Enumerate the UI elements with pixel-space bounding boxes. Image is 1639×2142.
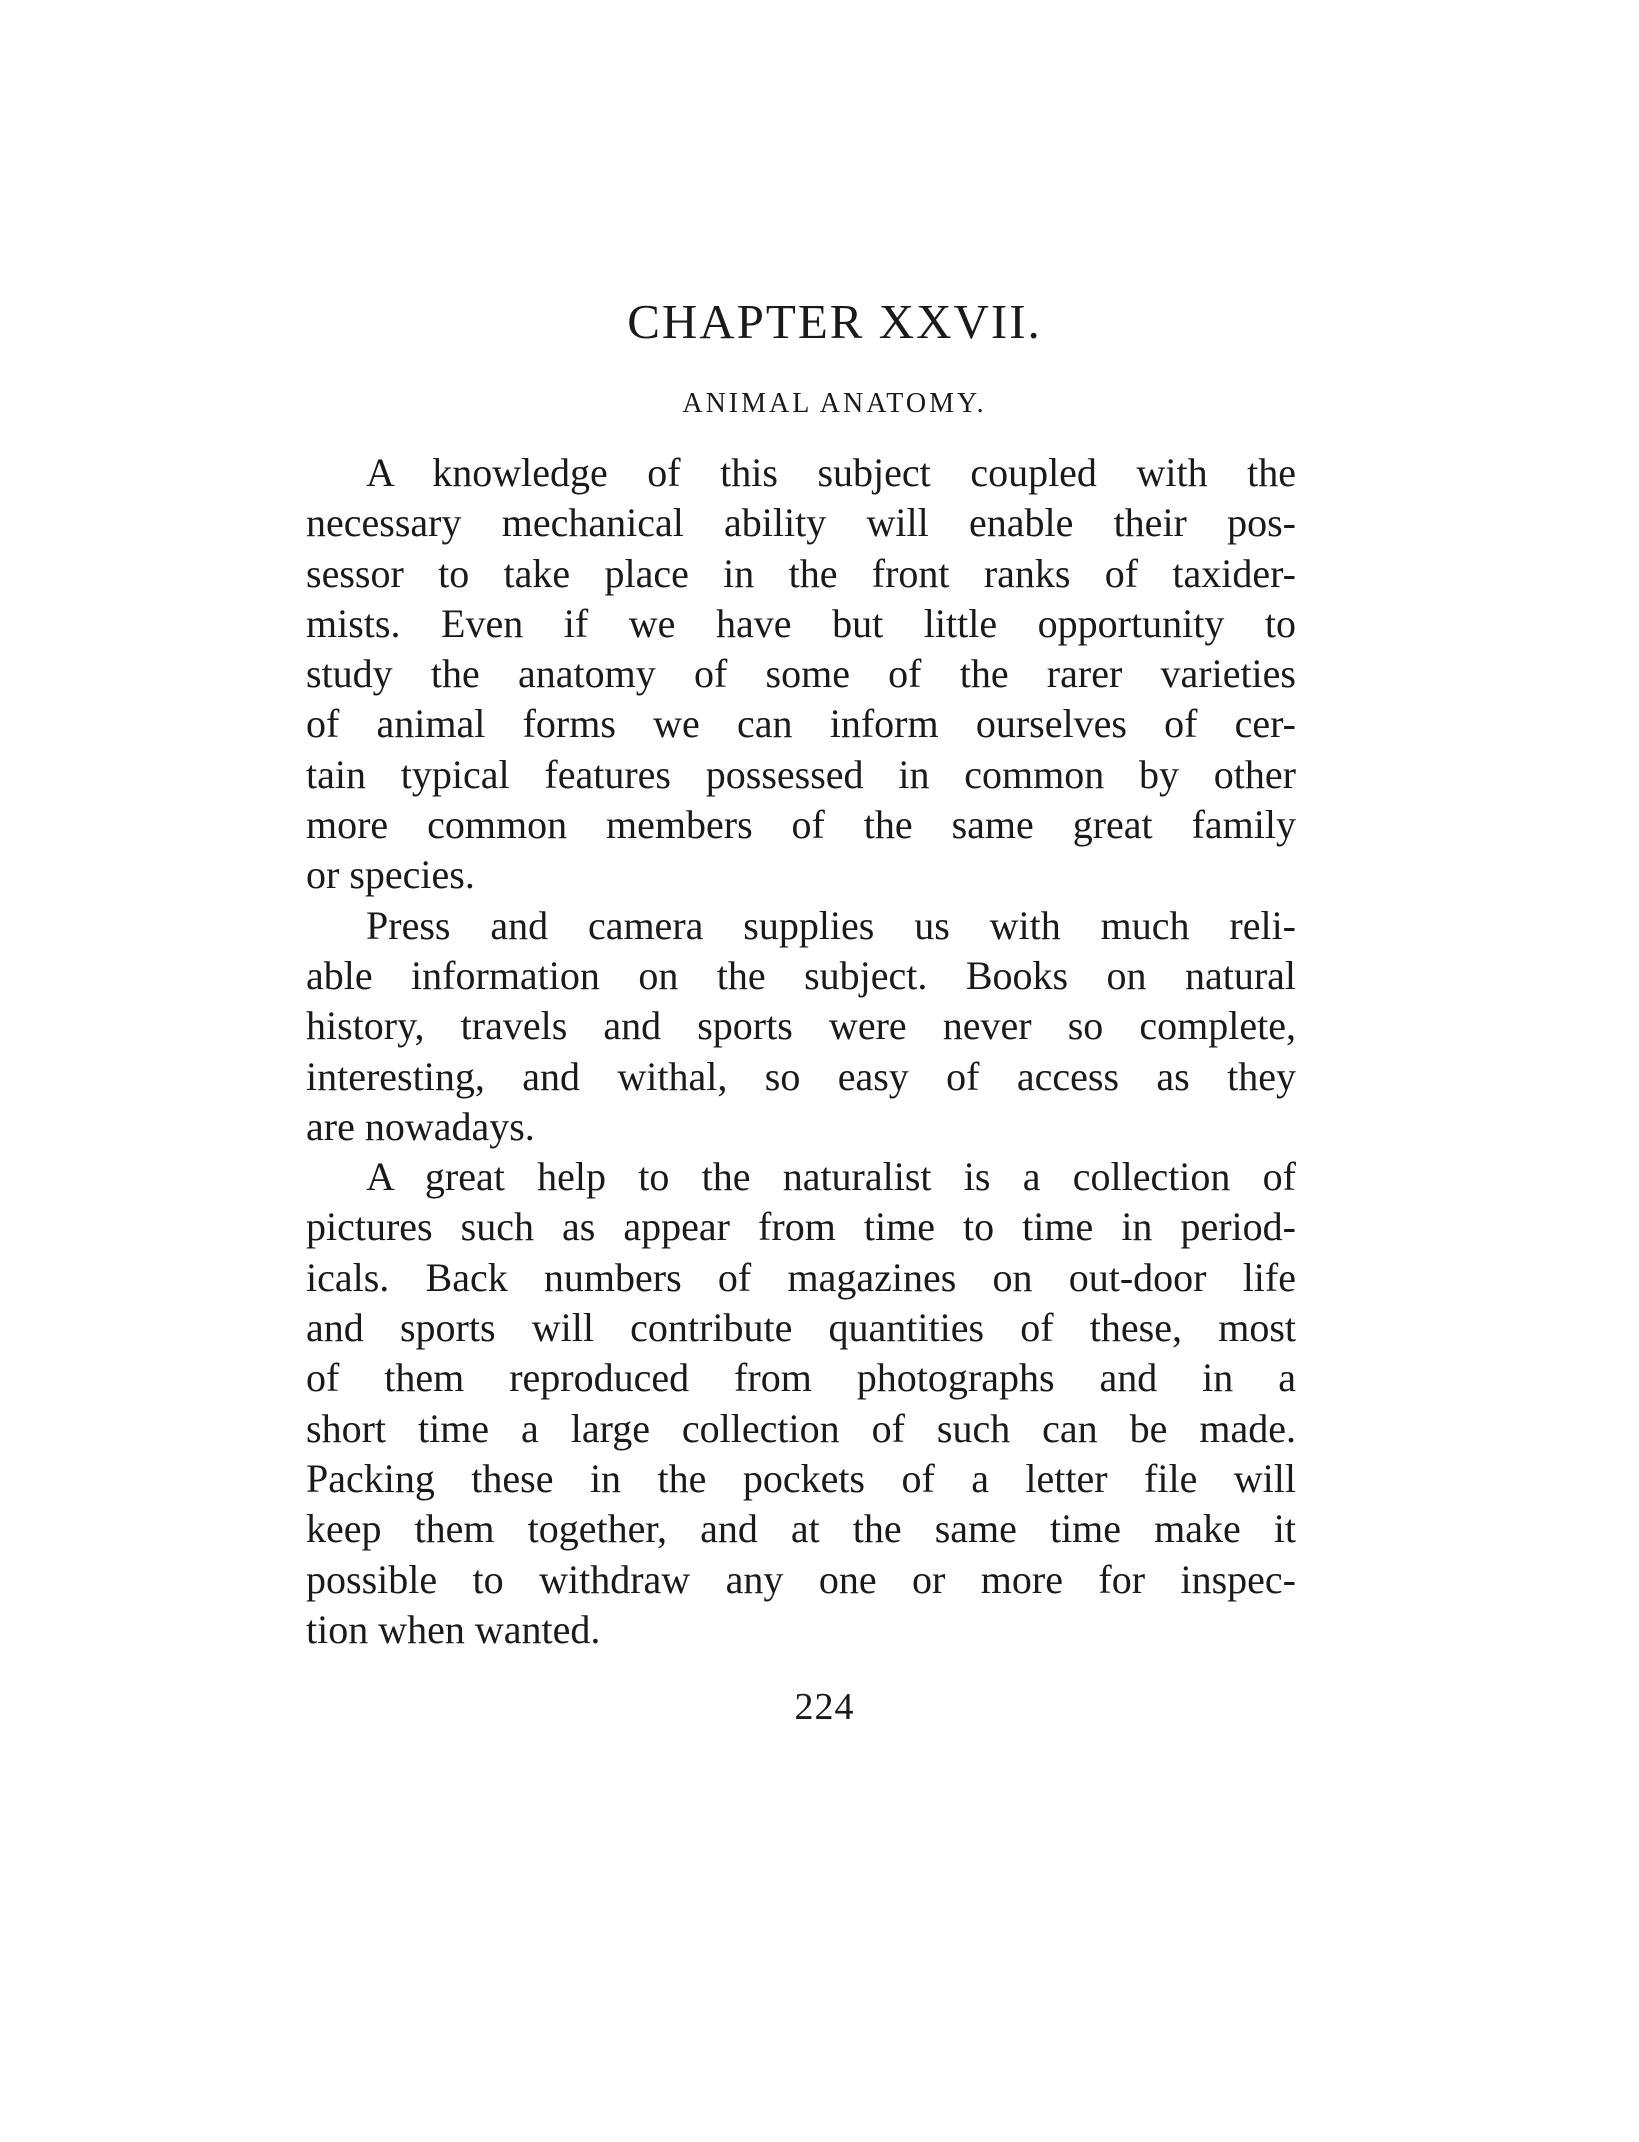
text-line: necessary mechanical ability will enable their pos-: [306, 500, 1296, 546]
chapter-subtitle: ANIMAL ANATOMY.: [682, 388, 987, 419]
text-line: keep them together, and at the same time make it: [306, 1506, 1296, 1552]
text-line: Press and camera supplies us with much reli-: [366, 902, 1296, 948]
text-line: possible to withdraw any one or more for inspec-: [306, 1556, 1296, 1602]
body-text: [306, 448, 1296, 1655]
text-line: A knowledge of this subject coupled with the: [366, 450, 1296, 495]
text-line: pictures such as appear from time to time in period-: [306, 1204, 1296, 1250]
paragraph: [306, 448, 1296, 901]
text-line: study the anatomy of some of the rarer varieties: [306, 651, 1296, 697]
chapter-title: CHAPTER XXVII.: [627, 294, 1042, 349]
text-line: are nowadays.: [306, 1103, 535, 1149]
text-line: tain typical features possessed in common by other: [306, 751, 1296, 797]
text-line: Packing these in the pockets of a letter file will: [306, 1455, 1296, 1501]
text-line: mists. Even if we have but little opportunity to: [306, 600, 1296, 646]
text-line: of animal forms we can inform ourselves of cer-: [306, 701, 1296, 747]
text-line: short time a large collection of such can be made.: [306, 1405, 1296, 1451]
paragraph: [306, 901, 1296, 1152]
text-line: more common members of the same great family: [306, 802, 1296, 848]
text-line: and sports will contribute quantities of these, most: [306, 1305, 1296, 1351]
text-line: history, travels and sports were never so complete,: [306, 1003, 1296, 1049]
text-line: tion when wanted.: [306, 1606, 601, 1652]
page-number: 224: [794, 1686, 855, 1728]
paragraph: [306, 1152, 1296, 1655]
text-line: sessor to take place in the front ranks of taxider-: [306, 550, 1296, 596]
text-line: of them reproduced from photographs and in a: [306, 1355, 1296, 1401]
text-line: able information on the subject. Books on natural: [306, 952, 1296, 998]
text-line: icals. Back numbers of magazines on out-door life: [306, 1254, 1296, 1300]
text-line: or species.: [306, 852, 475, 898]
text-line: interesting, and withal, so easy of access as they: [306, 1053, 1296, 1099]
text-line: A great help to the naturalist is a collection of: [366, 1154, 1296, 1200]
